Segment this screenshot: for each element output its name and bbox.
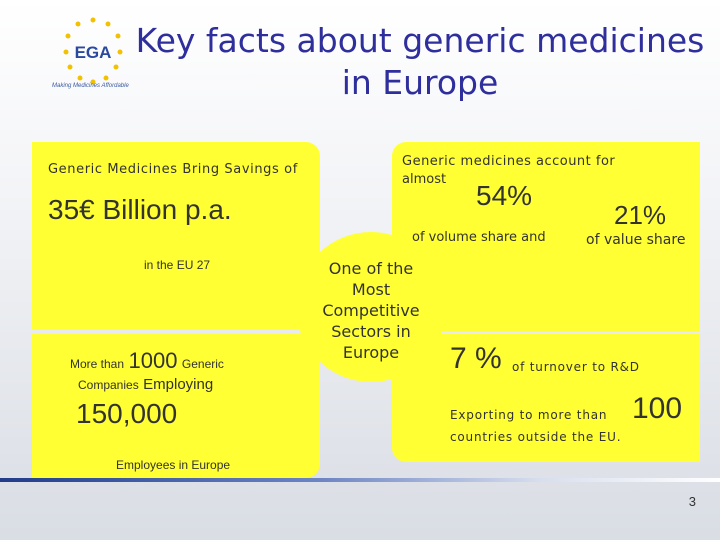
volume-share-value: 54% <box>476 180 533 211</box>
page-number: 3 <box>688 494 696 509</box>
export-count: 100 <box>632 392 683 425</box>
share-intro-line-1: Generic medicines account for <box>402 154 616 169</box>
more-than-label: More than <box>70 357 125 371</box>
logo-tagline: Making Medicines Affordable <box>52 83 129 89</box>
rnd-value: 7 % <box>450 342 502 375</box>
export-intro: Exporting to more than <box>450 408 608 422</box>
competitive-line-4: Sectors in <box>331 322 411 341</box>
companies-employing-line <box>78 376 213 394</box>
logo-text: EGA <box>74 43 112 62</box>
companies-count: 1000 <box>128 348 178 373</box>
companies-line <box>70 348 224 374</box>
export-label: countries outside the EU. <box>450 430 622 444</box>
companies-label: Companies <box>78 378 139 392</box>
rnd-label: of turnover to R&D <box>512 360 640 374</box>
savings-amount: 35€ Billion p.a. <box>48 194 232 225</box>
competitive-line-2: Most <box>351 280 391 299</box>
title-line-2: in Europe <box>341 63 499 102</box>
share-intro-line-2: almost <box>402 172 447 187</box>
competitive-text <box>306 258 436 363</box>
employing-label: Employing <box>143 376 214 393</box>
competitive-line-5: Europe <box>342 343 400 362</box>
value-share-value: 21% <box>614 200 667 230</box>
volume-share-label: of volume share and <box>412 230 546 245</box>
page-title <box>120 20 720 104</box>
savings-region: in the EU 27 <box>144 258 211 272</box>
competitive-line-1: One of the <box>328 259 414 278</box>
employees-count: 150,000 <box>76 398 178 429</box>
title-line-1: Key facts about generic medicines <box>135 21 705 60</box>
savings-intro: Generic Medicines Bring Savings of <box>48 162 298 177</box>
value-share-label: of value share <box>586 232 686 248</box>
footer-divider <box>0 478 720 482</box>
competitive-line-3: Competitive <box>322 301 420 320</box>
generic-label: Generic <box>181 357 224 371</box>
employees-label: Employees in Europe <box>116 458 231 472</box>
